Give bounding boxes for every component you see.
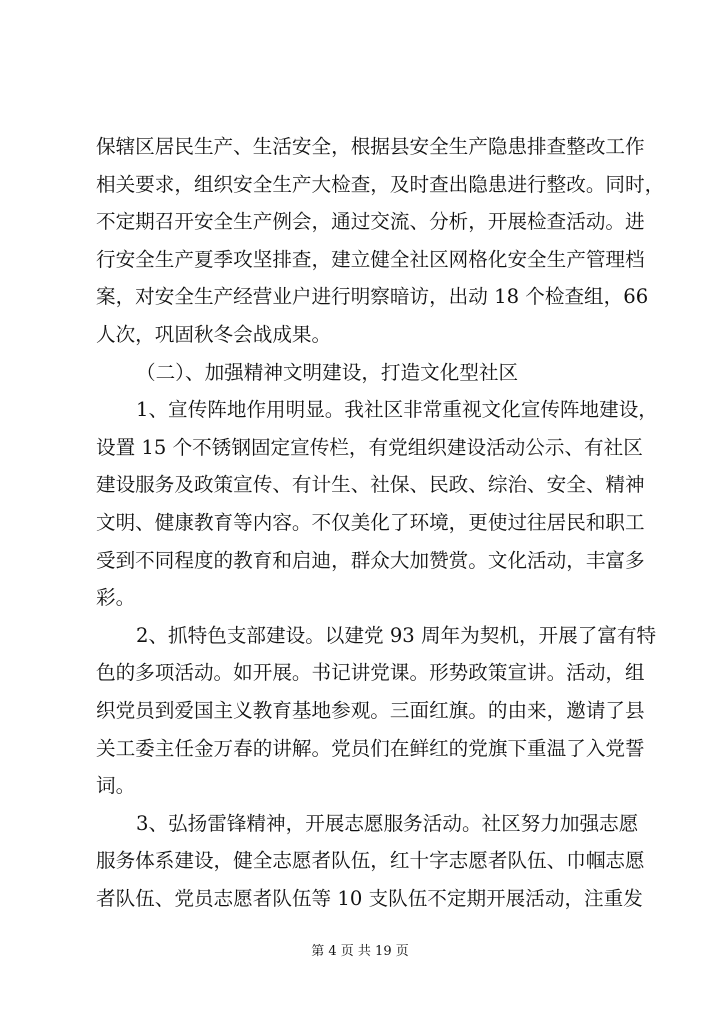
- text-line: 相关要求，组织安全生产大检查，及时查出隐患进行整改。同时，: [96, 172, 665, 196]
- text-line: 2、抓特色支部建设。以建党 93 周年为契机，开展了富有特: [136, 623, 657, 647]
- text-line: 文明、健康教育等内容。不仅美化了环境，更使过往居民和职工: [96, 510, 645, 534]
- section-heading: （二）、加强精神文明建设，打造文化型社区: [136, 360, 519, 384]
- text-line: 彩。: [96, 586, 136, 610]
- text-line: 者队伍、党员志愿者队伍等 10 支队伍不定期开展活动，注重发: [96, 886, 643, 910]
- text-line: 建设服务及政策宣传、有计生、社保、民政、综治、安全、精神: [96, 473, 645, 497]
- text-line: 织党员到爱国主义教育基地参观。三面红旗。的由来，邀请了县: [96, 698, 645, 722]
- text-line: 服务体系建设，健全志愿者队伍，红十字志愿者队伍、巾帼志愿: [96, 849, 645, 873]
- text-line: 1、宣传阵地作用明显。我社区非常重视文化宣传阵地建设，: [136, 398, 658, 422]
- text-line: 3、弘扬雷锋精神，开展志愿服务活动。社区努力加强志愿: [136, 811, 639, 835]
- text-line: 保辖区居民生产、生活安全，根据县安全生产隐患排查整改工作: [96, 135, 645, 158]
- text-line: 受到不同程度的教育和启迪，群众大加赞赏。文化活动，丰富多: [96, 548, 645, 572]
- text-line: 人次，巩固秋冬会战成果。: [96, 322, 332, 346]
- text-line: 色的多项活动。如开展。书记讲党课。形势政策宣讲。活动，组: [96, 661, 645, 685]
- text-line: 案，对安全生产经营业户进行明察暗访，出动 18 个检查组，66: [96, 285, 649, 309]
- document-body: [96, 128, 665, 917]
- text-line: 行安全生产夏季攻坚排查，建立健全社区网格化安全生产管理档: [96, 247, 645, 271]
- text-line: 词。: [96, 774, 136, 798]
- page-number-footer: 第 4 页 共 19 页: [311, 944, 409, 959]
- text-line: 关工委主任金万春的讲解。党员们在鲜红的党旗下重温了入党誓: [96, 736, 645, 760]
- text-line: 设置 15 个不锈钢固定宣传栏，有党组织建设活动公示、有社区: [96, 435, 643, 459]
- text-line: 不定期召开安全生产例会，通过交流、分析，开展检查活动。进: [96, 210, 645, 234]
